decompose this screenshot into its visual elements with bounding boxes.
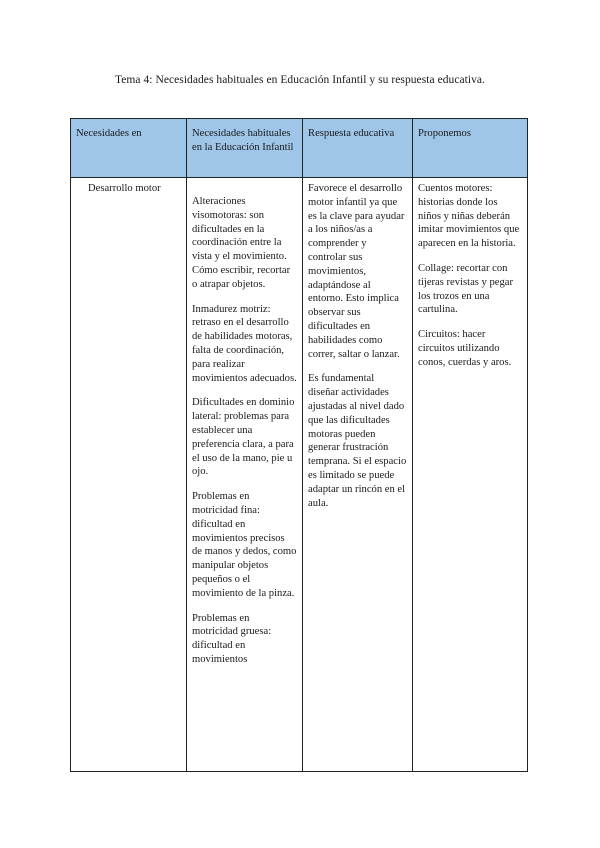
table-row [71, 178, 528, 772]
respuesta-item: Es fundamental diseñar actividades ajustadas al nivel dado que las dificultades motoras pueden generar frustración temprana. Si el espacio es limitado se puede adaptar un rincón en el aula. [308, 373, 407, 509]
propuesta-item: Cuentos motores: historias donde los niños y niñas deberán imitar movimientos que aparecen en la historia. [418, 183, 520, 250]
necesidad-item: Problemas en motricidad gruesa: dificultad en movimientos [192, 612, 272, 665]
document-title: Tema 4: Necesidades habituales en Educación Infantil y su respuesta educativa. [115, 74, 485, 86]
necesidad-item: Inmadurez motriz: retraso en el desarrollo de habilidades motoras, falta de coordinación, para realizar movimientos adecuados. [192, 303, 297, 384]
header-necesidades-habituales: Necesidades habituales en la Educación Infantil [187, 119, 303, 178]
necesidad-item: Alteraciones visomotoras: son dificultades en la coordinación entre la vista y el movimiento. Cómo escribir, recortar o atrapar objetos. [192, 196, 291, 290]
header-respuesta-educativa: Respuesta educativa [303, 119, 413, 178]
category-cell [71, 178, 187, 772]
propuesta-item: Circuitos: hacer circuitos utilizando conos, cuerdas y aros. [418, 329, 512, 368]
necesidades-cell [187, 178, 303, 772]
header-proponemos: Proponemos [413, 119, 528, 178]
respuesta-item: Favorece el desarrollo motor infantil ya que es la clave para ayudar a los niños/as a comprender y controlar sus movimientos, adaptándose al entorno. Esto implica observar sus dificultades en habilidades como correr, saltar o lanzar. [308, 183, 405, 360]
propuesta-item: Collage: recortar con tijeras revistas y pegar los trozos en una cartulina. [418, 262, 514, 316]
table-header-row [71, 119, 528, 178]
respuesta-cell [303, 178, 413, 772]
header-necesidades-en: Necesidades en [71, 119, 187, 178]
category-label: Desarrollo motor [88, 183, 161, 194]
needs-table [70, 118, 528, 772]
necesidad-item: Dificultades en dominio lateral: problemas para establecer una preferencia clara, a para el uso de la mano, pie u ojo. [192, 397, 295, 478]
necesidad-item: Problemas en motricidad fina: dificultad en movimientos precisos de manos y dedos, como manipular objetos pequeños o el movimiento de la pinza. [192, 491, 297, 599]
proponemos-cell [413, 178, 528, 772]
